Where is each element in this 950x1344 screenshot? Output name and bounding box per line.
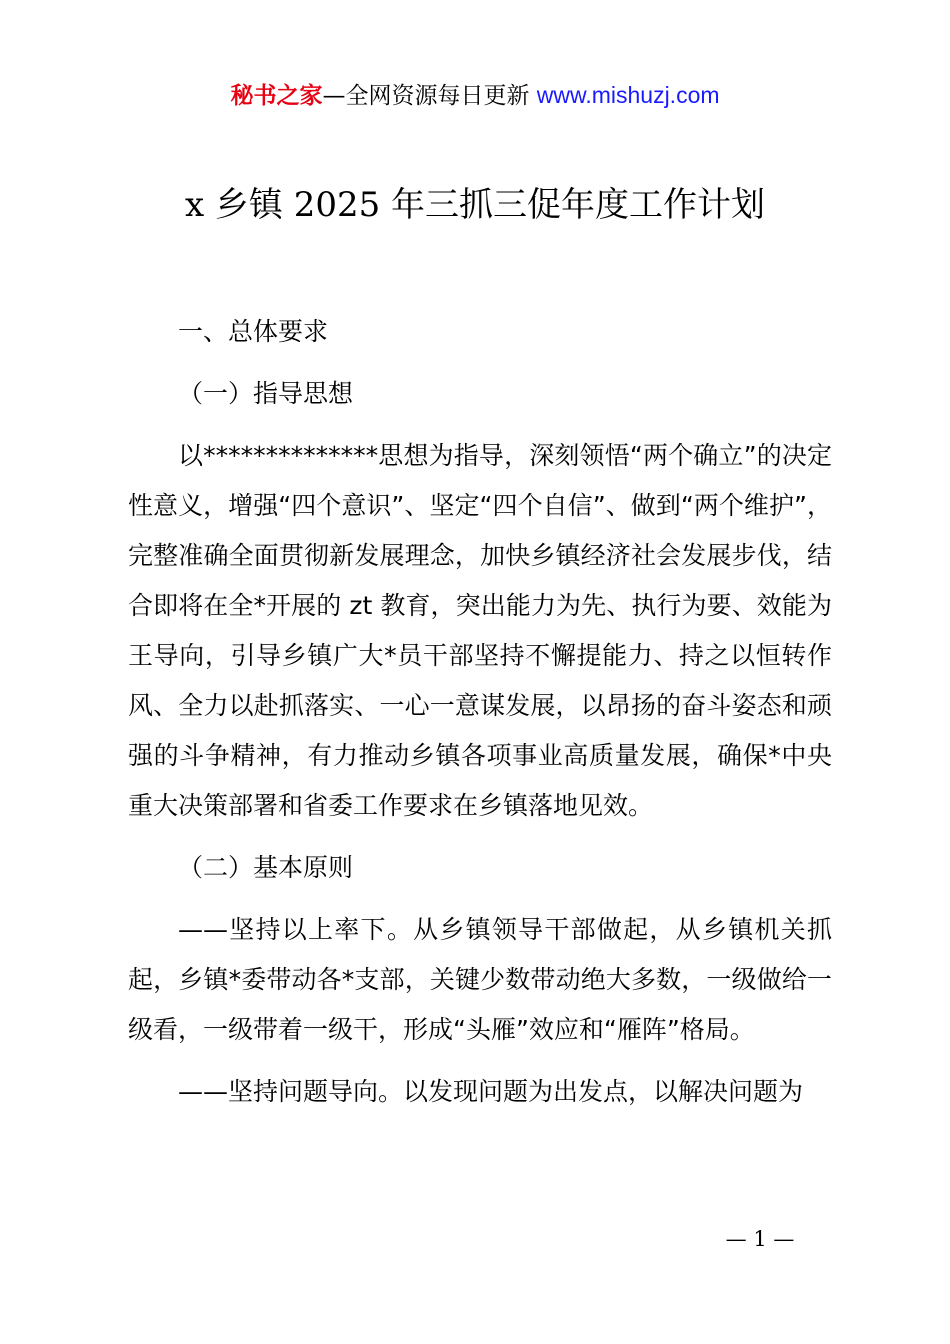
paragraph-guiding-ideology: 以**************思想为指导，深刻领悟“两个确立”的决定性意义，增强“四个意识”、坚定“四个自信”、做到“两个维护”，完整准确全面贯彻新发展理念，加快乡镇经济社会发展步伐，结合即将在全*开展的 zt 教育，突出能力为先、执行为要、效能为王导向，引导乡镇广大*员干部坚持不懈提能力、持之以恒转作风、全力以赴抓落实、一心一意谋发展，以昂扬的奋斗姿态和顽强的斗争精神，有力推动乡镇各项事业高质量发展，确保*中央重大决策部署和省委工作要求在乡镇落地见效。 [128,441,832,820]
document-title: x 乡镇 2025 年三抓三促年度工作计划 [184,185,766,225]
site-url-link[interactable]: www.mishuzj.com [536,82,720,108]
paragraph-principle-lead-by-example: ——坚持以上率下。从乡镇领导干部做起，从乡镇机关抓起，乡镇*委带动各*支部，关键少数带动绝大多数，一级做给一级看，一级带着一级干，形成“头雁”效应和“雁阵”格局。 [128,915,832,1044]
section-heading-overall-requirements: 一、总体要求 [178,317,329,346]
subsection-heading-guiding-ideology: （一）指导思想 [178,379,354,408]
subsection-heading-basic-principles: （二）基本原则 [178,853,354,882]
site-banner [0,78,950,113]
paragraph-principle-problem-oriented: ——坚持问题导向。以发现问题为出发点，以解决问题为 [178,1077,804,1106]
page-number: — 1 — [725,1227,795,1251]
site-tagline: —全网资源每日更新 [322,83,530,109]
site-brand: 秘书之家 [230,83,323,109]
document-body [128,307,832,1129]
